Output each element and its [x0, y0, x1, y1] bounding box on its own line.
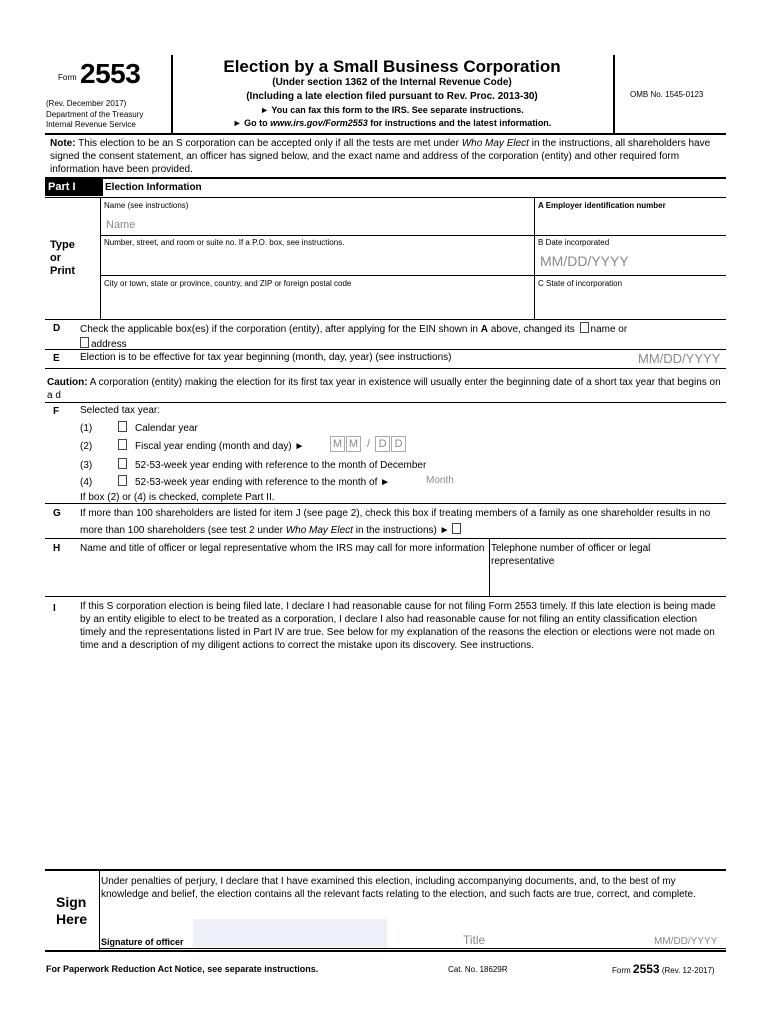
form-subtitle-late: (Including a late election filed pursuant to Rev. Proc. 2013-30) [246, 91, 538, 102]
form-number: 2553 [80, 58, 141, 89]
phone-input[interactable] [492, 570, 722, 592]
name-changed-checkbox[interactable] [580, 322, 589, 333]
line-e-letter: E [53, 353, 60, 364]
part1-top-rule [45, 177, 726, 179]
part1-label: Part I [45, 179, 103, 196]
phone-label: Telephone number of officer or legal representative [491, 543, 651, 567]
signature-line [99, 948, 726, 949]
part1-title: Election Information [105, 182, 202, 193]
name-input[interactable]: Name [106, 219, 136, 231]
ein-divider [534, 197, 535, 319]
line-h-letter: H [53, 543, 61, 554]
line-g-letter: G [53, 508, 61, 519]
caution-paragraph: Caution: A corporation (entity) making the election for its first tax year in existence will usually enter the beginning date of a short tax year that begins on a d [47, 377, 721, 401]
name-row-rule [100, 235, 726, 236]
family-shareholder-checkbox[interactable] [452, 523, 461, 534]
caution-rule [45, 402, 726, 403]
city-input[interactable] [106, 293, 526, 313]
state-incorporation-label: C State of incorporation [538, 279, 623, 288]
street-input[interactable] [106, 252, 526, 270]
line-e-text: Election is to be effective for tax year beginning (month, day, year) (see instructions) [80, 352, 452, 363]
line-h-divider [489, 538, 490, 596]
header-bottom-rule [45, 133, 726, 135]
perjury-statement: Under penalties of perjury, I declare that I have examined this election, including accompanying documents, and, to the best of my knowledge and belief, the election contains all the relevant facts relating to the election, and such facts are true, correct, and complete. [101, 876, 696, 900]
officer-signature-field[interactable] [193, 919, 387, 947]
form-agency: Internal Revenue Service [46, 120, 136, 129]
state-incorporation-input[interactable] [538, 293, 724, 313]
line-f-note: If box (2) or (4) is checked, complete Part II. [80, 492, 275, 503]
week-year-december-checkbox[interactable] [118, 458, 127, 469]
catalog-number: Cat. No. 18629R [448, 965, 508, 974]
form-title: Election by a Small Business Corporation [223, 57, 561, 76]
line-i-letter: I [53, 603, 56, 614]
signature-label: Signature of officer [101, 937, 184, 947]
fiscal-year-checkbox[interactable] [118, 439, 127, 450]
form-label: Form [58, 73, 77, 82]
line-i-text: If this S corporation election is being filed late, I declare I had reasonable cause for not filing Form 2553 timely. If this late election is being made by an entity eligible to elect to be treated as a corporation, I declare I also had reasonable cause for not filing an entity classification election timely and the representations listed in Part IV are true. See below for my explanation of the reasons the election or elections were not made on time and a description of my diligent actions to correct the mistake upon its discovery. See instructions. [80, 601, 716, 651]
line-e-rule [45, 368, 726, 369]
tax-year-option-2: (2) Fiscal year ending (month and day) ► [80, 441, 305, 452]
name-field-label: Name (see instructions) [104, 201, 189, 210]
date-incorporated-input[interactable]: MM/DD/YYYY [540, 253, 629, 269]
line-d-letter: D [53, 323, 61, 334]
note-paragraph: Note: This election to be an S corporation can be accepted only if all the tests are met under Who May Elect in the instructions, all shareholders have signed the consent statement, an officer has signed below, and the exact name and address of the corporation (entity) and other required form information have been provided. [50, 138, 711, 175]
date-incorporated-label: B Date incorporated [538, 238, 610, 247]
line-h-rule [45, 596, 726, 597]
sign-top-rule [45, 869, 726, 871]
part1-bottom-rule [45, 197, 726, 198]
part1-box-bottom-rule [45, 319, 726, 320]
ein-input[interactable] [538, 215, 724, 233]
footer-form-id: Form 2553 (Rev. 12-2017) [612, 962, 715, 976]
line-f-title: Selected tax year: [80, 405, 161, 416]
form-subtitle-fax: ► You can fax this form to the IRS. See separate instructions. [260, 105, 524, 115]
tax-year-option-3: (3) 52-53-week year ending with reference to the month of December [80, 460, 427, 471]
address-changed-checkbox[interactable] [80, 337, 89, 348]
line-h-text: Name and title of officer or legal representative whom the IRS may call for more information [80, 543, 485, 554]
sign-bottom-rule [45, 950, 726, 952]
line-g-rule [45, 538, 726, 539]
sign-left-divider [99, 870, 100, 950]
form-subtitle-section: (Under section 1362 of the Internal Revenue Code) [272, 77, 512, 88]
fiscal-year-end-input[interactable]: M M / D D [330, 436, 407, 452]
form-revision: (Rev. December 2017) [46, 99, 127, 108]
form-subtitle-url: ► Go to www.irs.gov/Form2553 for instructions and the latest information. [232, 118, 552, 128]
type-or-print-label: Type or Print [50, 239, 76, 277]
line-f-letter: F [53, 406, 60, 417]
omb-number: OMB No. 1545-0123 [630, 90, 704, 99]
street-row-rule [100, 275, 726, 276]
calendar-year-checkbox[interactable] [118, 421, 127, 432]
type-print-divider [100, 197, 101, 319]
late-election-explanation-input[interactable] [80, 670, 720, 860]
form-department: Department of the Treasury [46, 110, 144, 119]
officer-name-input[interactable] [80, 570, 480, 592]
effective-date-input[interactable]: MM/DD/YYYY [638, 351, 721, 366]
irs-url-link[interactable]: www.irs.gov/Form2553 [270, 118, 368, 128]
officer-title-input[interactable]: Title [463, 933, 486, 947]
ein-label: A Employer identification number [538, 201, 666, 210]
line-d-text: Check the applicable box(es) if the corporation (entity), after applying for the EIN shown in A above, changed its name or address [80, 324, 628, 350]
sign-date-input[interactable]: MM/DD/YYYY [654, 936, 718, 947]
week-year-month-checkbox[interactable] [118, 475, 127, 486]
line-d-rule [45, 349, 726, 350]
paperwork-notice: For Paperwork Reduction Act Notice, see separate instructions. [46, 964, 319, 974]
week-year-month-input[interactable]: Month [426, 475, 454, 486]
tax-year-option-4: (4) 52-53-week year ending with reference to the month of ► [80, 477, 391, 488]
tax-year-option-1: (1) Calendar year [80, 423, 198, 434]
header-divider-right [613, 55, 615, 133]
city-field-label: City or town, state or province, country, and ZIP or foreign postal code [104, 279, 352, 288]
sign-here-label: Sign Here [56, 894, 88, 927]
line-f-rule [45, 503, 726, 504]
street-field-label: Number, street, and room or suite no. If a P.O. box, see instructions. [104, 238, 345, 247]
line-g-text: If more than 100 shareholders are listed for item J (see page 2), check this box if treating members of a family as one shareholder results in no more than 100 shareholders (see test 2 under Who May Elect in the instructions) ► [80, 508, 711, 536]
